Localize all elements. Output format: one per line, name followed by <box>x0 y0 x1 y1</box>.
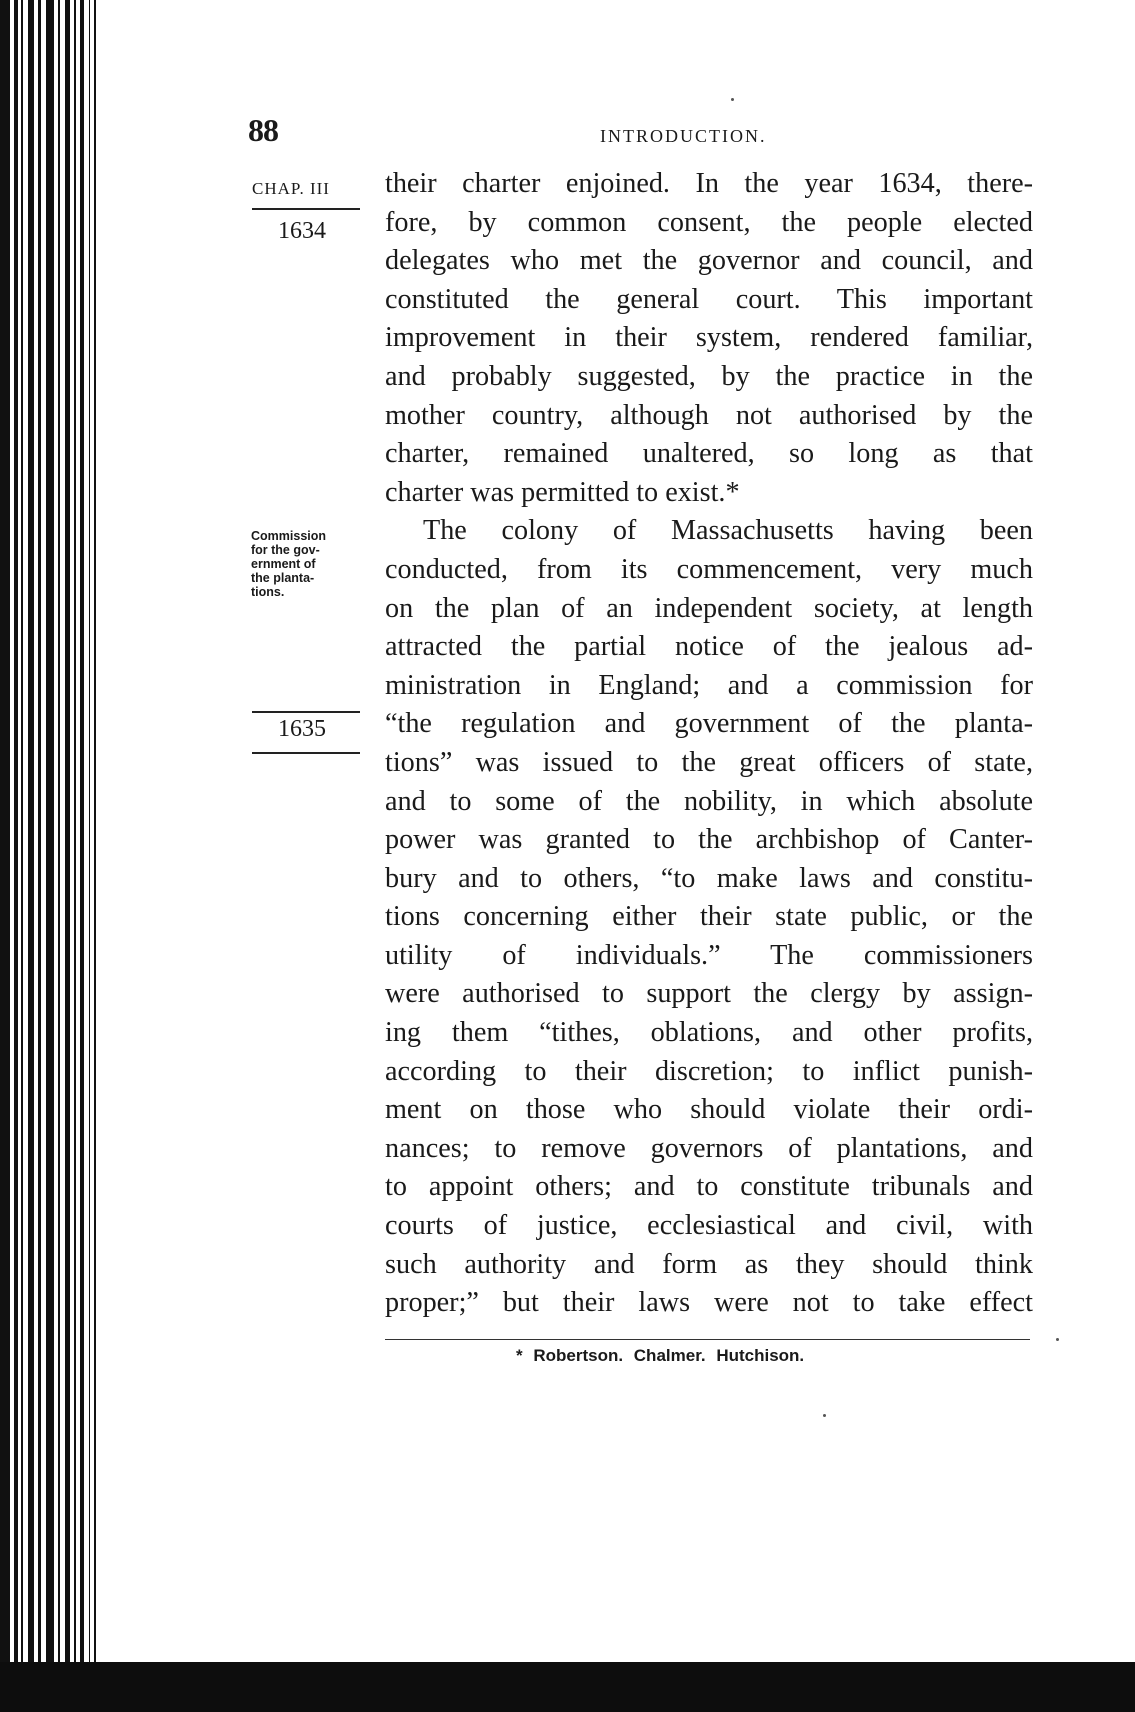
body-line: their charter enjoined. In the year 1634, there- <box>385 168 1033 199</box>
body-line: delegates who met the governor and council, and <box>385 245 1033 277</box>
body-line: charter was permitted to exist.* <box>385 476 740 508</box>
body-line: charter, remained unaltered, so long as that <box>385 438 1033 470</box>
scan-bottom-edge <box>0 1662 1135 1712</box>
scan-speck <box>823 1414 826 1417</box>
body-line: tions” was issued to the great officers of state, <box>385 746 1033 778</box>
body-line: utility of individuals.” The commissioners <box>385 939 1033 971</box>
body-line: ment on those who should violate their ordi- <box>385 1094 1033 1126</box>
footnote: * Robertson. Chalmer. Hutchison. <box>516 1346 805 1365</box>
body-line: bury and to others, “to make laws and constitu- <box>385 862 1033 894</box>
body-line: courts of justice, ecclesiastical and civil, with <box>385 1210 1033 1242</box>
side-note-commission: Commission for the gov- ernment of the planta- tions. <box>251 529 327 599</box>
body-line: were authorised to support the clergy by assign- <box>385 978 1033 1010</box>
body-line: and to some of the nobility, in which absolute <box>385 785 1033 817</box>
body-line: nances; to remove governors of plantations, and <box>385 1132 1033 1164</box>
margin-year-1635: 1635 <box>278 716 326 742</box>
margin-rule-middle <box>252 711 360 713</box>
body-line: constituted the general court. This important <box>385 283 1033 315</box>
body-line: “the regulation and government of the planta- <box>385 708 1033 740</box>
binding-edge <box>0 0 100 1712</box>
body-line: conducted, from its commencement, very much <box>385 553 1033 585</box>
margin-rule-top <box>252 208 360 210</box>
body-line: The colony of Massachusetts having been <box>423 515 1033 547</box>
body-line: to appoint others; and to constitute tribunals and <box>385 1171 1033 1203</box>
page-number: 88 <box>248 112 278 148</box>
scan-speck <box>731 98 734 101</box>
body-line: according to their discretion; to inflict punish- <box>385 1055 1033 1087</box>
body-line: fore, by common consent, the people elected <box>385 206 1033 238</box>
body-line: mother country, although not authorised by the <box>385 399 1033 431</box>
margin-year-1634: 1634 <box>278 218 326 244</box>
running-head: INTRODUCTION. <box>600 126 767 146</box>
scan-speck <box>1056 1338 1059 1341</box>
chapter-label: CHAP. III <box>252 179 330 198</box>
body-line: tions concerning either their state public, or the <box>385 901 1033 933</box>
body-line: improvement in their system, rendered familiar, <box>385 322 1033 354</box>
footnote-rule <box>385 1339 1030 1340</box>
body-text <box>385 165 1033 1323</box>
body-line: power was granted to the archbishop of Canter- <box>385 824 1033 856</box>
body-line: attracted the partial notice of the jealous ad- <box>385 631 1033 663</box>
body-line: ing them “tithes, oblations, and other profits, <box>385 1017 1033 1049</box>
body-line: proper;” but their laws were not to take effect <box>385 1287 1033 1319</box>
body-line: on the plan of an independent society, at length <box>385 592 1033 624</box>
margin-rule-bottom <box>252 752 360 754</box>
body-line: ministration in England; and a commission for <box>385 669 1033 701</box>
body-line: such authority and form as they should think <box>385 1248 1033 1280</box>
body-line: and probably suggested, by the practice in the <box>385 360 1033 392</box>
